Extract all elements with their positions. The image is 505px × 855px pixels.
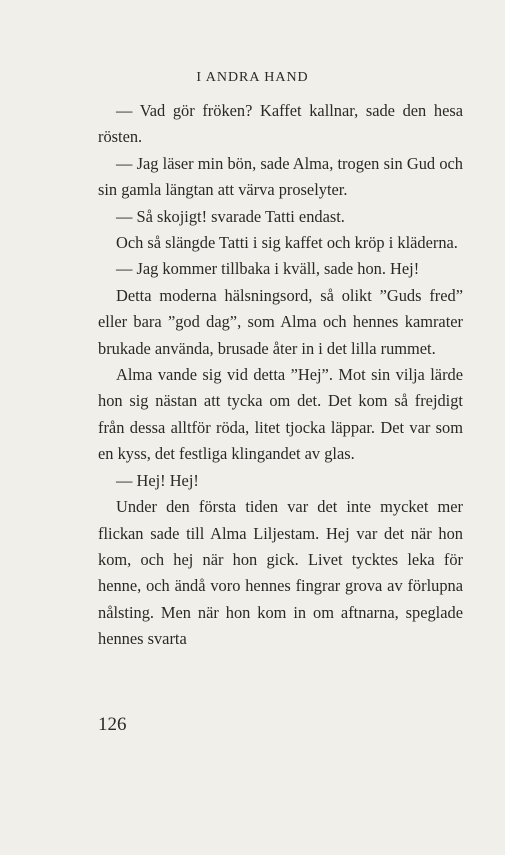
paragraph: — Hej! Hej!	[116, 470, 199, 490]
paragraph: Under den första tiden var det inte mycket mer flickan sade till Alma Liljestam. Hej var det när hon kom, och hej när hon gick. Livet tycktes leka för henne, och ändå voro hennes fingrar grova av förlupna nålsting. Men när hon kom in om aftnarna, speglade hennes svarta	[98, 497, 463, 649]
paragraph: — Jag kommer tillbaka i kväll, sade hon. Hej!	[116, 259, 420, 279]
paragraph: — Jag läser min bön, sade Alma, trogen sin Gud och sin gamla längtan att värva proselyter.	[98, 153, 463, 200]
paragraph: Alma vande sig vid detta ”Hej”. Mot sin vilja lärde hon sig nästan att tycka om det. Det kom så frejdigt från dessa alltför röda, litet tjocka läppar. Det var som en kyss, det festliga klingandet av glas.	[98, 365, 463, 464]
page-number: 126	[98, 714, 127, 735]
page-body	[98, 98, 463, 653]
running-header: I ANDRA HAND	[196, 70, 309, 85]
paragraph: Och så slängde Tatti i sig kaffet och kröp i kläderna.	[116, 233, 458, 253]
paragraph: — Så skojigt! svarade Tatti endast.	[116, 206, 345, 226]
paragraph: — Vad gör fröken? Kaffet kallnar, sade den hesa rösten.	[98, 101, 463, 147]
paragraph: Detta moderna hälsningsord, så olikt ”Guds fred” eller bara ”god dag”, som Alma och hennes kamrater brukade använda, brusade åter in i det lilla rummet.	[98, 285, 463, 358]
